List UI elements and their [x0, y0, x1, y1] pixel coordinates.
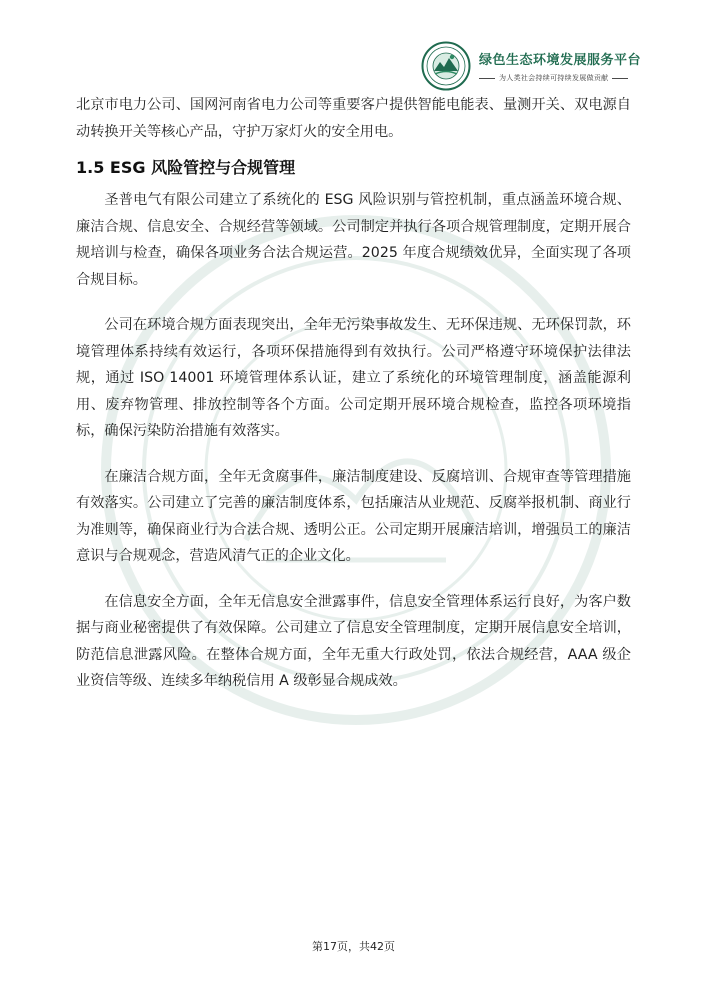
paragraph-environmental-compliance: 公司在环境合规方面表现突出，全年无污染事故发生、无环保违规、无环保罚款，环境管理体系持续有效运行，各项环保措施得到有效执行。公司严格遵守环境保护法律法规，通过 ISO 14001 环境管理体系认证，建立了系统化的环境管理制度，涵盖能源利用、废弃物管理、排放控制等各个方面。公司定期开展环境合规检查，监控各项环境指标，确保污染防治措施有效落实。 [76, 317, 631, 439]
page-header [421, 40, 641, 92]
page-number: 第17页，共42页 [312, 940, 395, 953]
slogan-divider-left [479, 78, 495, 79]
platform-slogan: 为人类社会持续可持续发展做贡献 [498, 74, 609, 82]
paragraph-information-security: 在信息安全方面，全年无信息安全泄露事件，信息安全管理体系运行良好，为客户数据与商业秘密提供了有效保障。公司建立了信息安全管理制度，定期开展信息安全培训，防范信息泄露风险。在整体合规方面，全年无重大行政处罚，依法合规经营，AAA 级企业资信等级、连续多年纳税信用 A 级彰显合规成效。 [76, 593, 631, 689]
document-body [76, 92, 631, 695]
section-title: 1.5 ESG 风险管控与合规管理 [76, 158, 296, 177]
intro-paragraph: 北京市电力公司、国网河南省电力公司等重要客户提供智能电能表、量测开关、双电源自动转换开关等核心产品，守护万家灯火的安全用电。 [76, 97, 631, 140]
platform-name: 绿色生态环境发展服务平台 [478, 53, 641, 68]
platform-logo-icon [421, 41, 471, 91]
paragraph-integrity-compliance: 在廉洁合规方面，全年无贪腐事件，廉洁制度建设、反腐培训、合规审查等管理措施有效落实。公司建立了完善的廉洁制度体系，包括廉洁从业规范、反腐举报机制、商业行为准则等，确保商业行为合法合规、透明公正。公司定期开展廉洁培训，增强员工的廉洁意识与合规观念，营造风清气正的企业文化。 [76, 468, 631, 564]
paragraph-esg-overview: 圣普电气有限公司建立了系统化的 ESG 风险识别与管控机制，重点涵盖环境合规、廉洁合规、信息安全、合规经营等领域。公司制定并执行各项合规管理制度，定期开展合规培训与检查，确保各项业务合法合规运营。2025 年度合规绩效优异，全面实现了各项合规目标。 [76, 192, 631, 288]
slogan-divider-right [612, 78, 628, 79]
slogan-row [479, 73, 641, 83]
